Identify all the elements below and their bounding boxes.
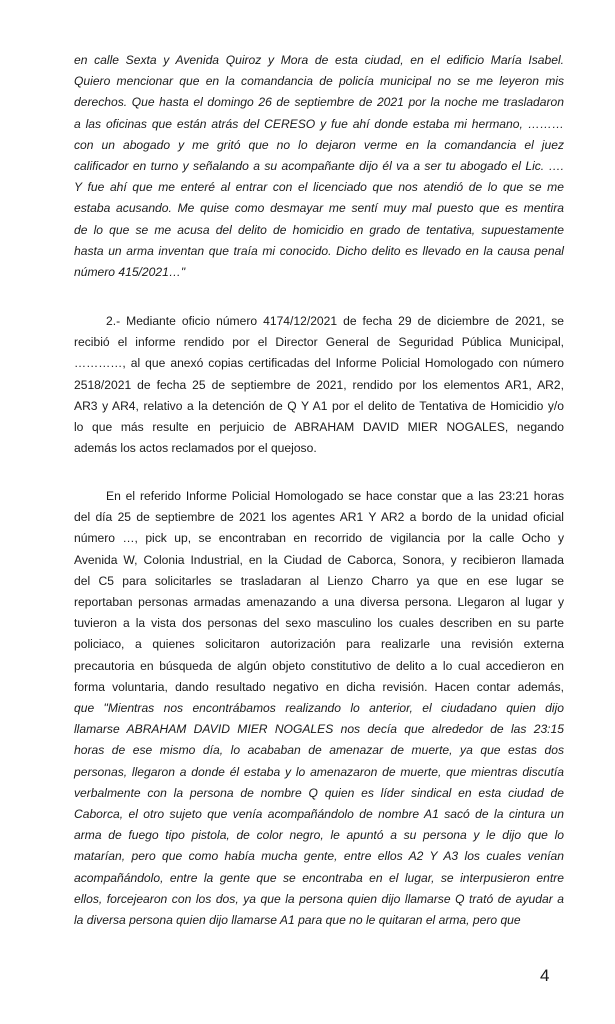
text-line: de lo que se me acusa del delito de homicidio en grado de tentativa, supuestamente bbox=[74, 222, 564, 237]
text-line: horas de ese mismo día, lo acababan de amenazar de muerte, ya que estas dos bbox=[74, 743, 564, 758]
informe-paragraph bbox=[74, 486, 564, 698]
text-line: precautoria en búsqueda de algún objeto constitutivo de delito a lo cual accedieron en bbox=[74, 658, 564, 673]
text-line: además los actos reclamados por el quejoso. bbox=[74, 441, 317, 456]
text-line: policiaco, a quienes solicitaron autorización para realizarle una revisión externa bbox=[74, 637, 564, 652]
text-line: Quiero mencionar que en la comandancia de policía municipal no se me leyeron mis bbox=[74, 74, 564, 89]
text-line: …………, al que anexó copias certificadas del Informe Policial Homologado con número bbox=[74, 356, 564, 371]
text-line: número …, pick up, se encontraban en recorrido de vigilancia por la calle Ocho y bbox=[74, 531, 564, 546]
text-line: lo que más resulte en perjuicio de ABRAHAM DAVID MIER NOGALES, negando bbox=[74, 420, 564, 435]
text-line: En el referido Informe Policial Homologado se hace constar que a las 23:21 horas bbox=[106, 489, 564, 503]
text-line: reportaban personas armadas amenazando a una diversa persona. Llegaron al lugar y bbox=[74, 595, 564, 610]
text-line: hasta un arma inventan que traía mi conocido. Dicho delito es llevado en la causa penal bbox=[74, 243, 564, 258]
text-line: con un abogado y me gritó que no lo dejaron verme en la comandancia el juez bbox=[74, 137, 564, 152]
informe-quote-paragraph bbox=[74, 698, 564, 931]
text-line: número 415/2021…" bbox=[74, 265, 186, 280]
text-line: estaba acusando. Me quise como desmayar me sentí muy mal puesto que es mentira bbox=[74, 201, 564, 216]
text-line: del C5 para solicitarles se trasladaran al Lienzo Charro ya que en ese lugar se bbox=[74, 573, 564, 588]
text-line: 2518/2021 de fecha 25 de septiembre de 2021, rendido por los elementos AR1, AR2, bbox=[74, 377, 564, 392]
text-line: Caborca, el otro sujeto que venía acompañándolo de nombre A1 sacó de la cintura un bbox=[74, 807, 564, 822]
quote-continuation-paragraph bbox=[74, 50, 564, 283]
text-line: personas, llegaron a donde él estaba y lo amenazaron de muerte, que mientras discutía bbox=[74, 764, 564, 779]
text-line: Avenida W, Colonia Industrial, en la Ciudad de Caborca, Sonora, y recibieron llamada bbox=[74, 552, 564, 567]
text-line: recibió el informe rendido por el Director General de Seguridad Pública Municipal, bbox=[74, 335, 564, 350]
text-line: 2.- Mediante oficio número 4174/12/2021 de fecha 29 de diciembre de 2021, se bbox=[106, 314, 564, 328]
text-line: AR3 y AR4, relativo a la detención de Q Y A1 por el delito de Tentativa de Homicidio y/o bbox=[74, 398, 564, 413]
text-line: calificador en turno y señalando a su acompañante dijo él va a ser tu abogado el Lic. …. bbox=[74, 159, 564, 174]
text-line: acompañándolo, entre la gente que se encontraba en el lugar, se interpusieron entre bbox=[74, 870, 564, 885]
item-2-paragraph bbox=[74, 311, 564, 459]
text-line: llamarse ABRAHAM DAVID MIER NOGALES nos decía que alrededor de las 23:15 bbox=[74, 722, 564, 737]
text-line: a las oficinas que están atrás del CERESO y fue ahí donde estaba mi hermano, ……… bbox=[74, 116, 564, 131]
text-line: arma de fuego tipo pistola, de color negro, le apuntó a su persona y le dijo que lo bbox=[74, 828, 564, 843]
text-line: del día 25 de septiembre de 2021 los agentes AR1 Y AR2 a bordo de la unidad oficial bbox=[74, 510, 564, 525]
text-line: verbalmente con la persona de nombre Q quien es líder sindical en esta ciudad de bbox=[74, 785, 564, 800]
text-line: ellos, forcejearon con los dos, ya que la persona quien dijo llamarse Q trató de ayudar a bbox=[74, 891, 564, 906]
text-line: Y fue ahí que me enteré al entrar con el licenciado que nos atendió de lo que se me bbox=[74, 180, 564, 195]
text-line: la diversa persona quien dijo llamarse A1 para que no le quitaran el arma, pero que bbox=[74, 913, 521, 928]
text-line: matarían, pero que como había mucha gente, entre ellos A2 Y A3 los cuales venían bbox=[74, 849, 564, 864]
page-number: 4 bbox=[540, 966, 550, 985]
text-line: en calle Sexta y Avenida Quiroz y Mora de esta ciudad, en el edificio María Isabel. bbox=[74, 53, 564, 67]
text-line: derechos. Que hasta el domingo 26 de septiembre de 2021 por la noche me trasladaron bbox=[74, 95, 564, 110]
text-line: tuvieron a la vista dos personas del sexo masculino los cuales describen en su parte bbox=[74, 616, 564, 631]
text-line: forma voluntaria, dando resultado negativo en dicha revisión. Hacen contar además, bbox=[74, 679, 564, 694]
text-line: que "Mientras nos encontrábamos realizando lo anterior, el ciudadano quien dijo bbox=[74, 701, 564, 715]
